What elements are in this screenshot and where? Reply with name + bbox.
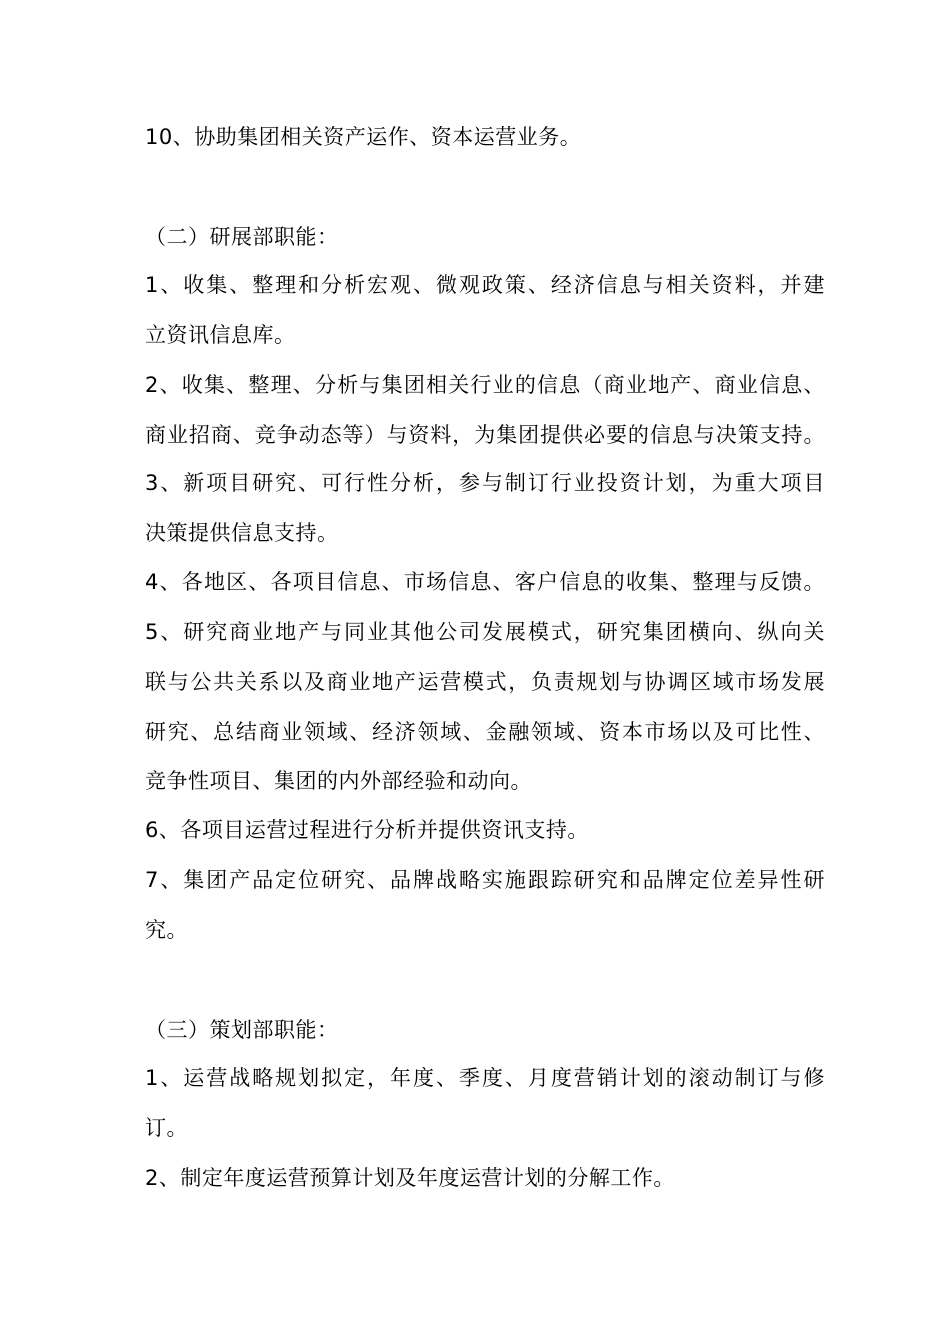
planning-item-1-line-2: 订。 <box>145 1116 188 1140</box>
research-item-2-line-2: 商业招商、竞争动态等）与资料，为集团提供必要的信息与决策支持。 <box>145 423 825 447</box>
planning-item-2-line-1: 2、制定年度运营预算计划及年度运营计划的分解工作。 <box>145 1166 675 1190</box>
research-item-5-line-3: 研究、总结商业领域、经济领域、金融领域、资本市场以及可比性、 <box>145 720 825 744</box>
research-item-3-line-1: 3、新项目研究、可行性分析，参与制订行业投资计划，为重大项目 <box>145 471 825 495</box>
research-item-1-line-1: 1、收集、整理和分析宏观、微观政策、经济信息与相关资料，并建 <box>145 273 825 297</box>
research-item-1-line-2: 立资讯信息库。 <box>145 323 296 347</box>
section-heading-research: （二）研展部职能： <box>145 225 339 249</box>
research-item-5-line-2: 联与公共关系以及商业地产运营模式，负责规划与协调区域市场发展 <box>145 670 825 694</box>
research-item-7-line-1: 7、集团产品定位研究、品牌战略实施跟踪研究和品牌定位差异性研 <box>145 868 825 892</box>
research-item-5-line-4: 竞争性项目、集团的内外部经验和动向。 <box>145 769 532 793</box>
research-item-3-line-2: 决策提供信息支持。 <box>145 521 339 545</box>
planning-item-1-line-1: 1、运营战略规划拟定，年度、季度、月度营销计划的滚动制订与修 <box>145 1066 825 1090</box>
research-item-2-line-1: 2、收集、整理、分析与集团相关行业的信息（商业地产、商业信息、 <box>145 373 825 397</box>
research-item-5-line-1: 5、研究商业地产与同业其他公司发展模式，研究集团横向、纵向关 <box>145 620 825 644</box>
section-heading-planning: （三）策划部职能： <box>145 1018 339 1042</box>
research-item-6-line-1: 6、各项目运营过程进行分析并提供资讯支持。 <box>145 818 589 842</box>
research-item-4-line-1: 4、各地区、各项目信息、市场信息、客户信息的收集、整理与反馈。 <box>145 570 825 594</box>
paragraph-item-10-line-1: 10、协助集团相关资产运作、资本运营业务。 <box>145 125 582 149</box>
research-item-7-line-2: 究。 <box>145 918 188 942</box>
